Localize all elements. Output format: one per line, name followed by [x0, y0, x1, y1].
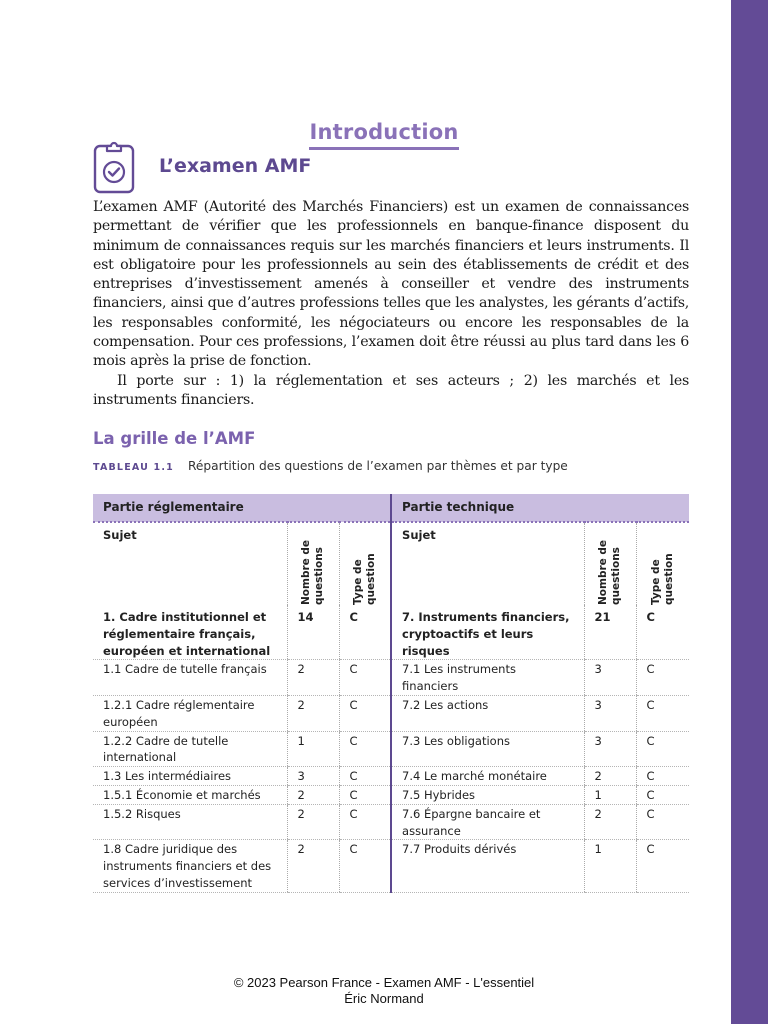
row-count-left: 1: [287, 731, 339, 767]
col-type-right: Type de question: [636, 522, 689, 605]
row-count-right: 1: [584, 785, 636, 804]
row-type-left: C: [339, 731, 391, 767]
section-title: L’examen AMF: [159, 155, 312, 177]
clipboard-check-icon: [93, 140, 135, 194]
row-count-right: 3: [584, 660, 636, 696]
row-type-left: C: [339, 804, 391, 840]
row-type-right: C: [636, 695, 689, 731]
row-subject-right: 7.7 Produits dérivés: [391, 840, 584, 892]
row-count-left: 14: [287, 605, 339, 660]
row-type-left: C: [339, 695, 391, 731]
footer: [0, 975, 768, 1007]
row-type-right: C: [636, 731, 689, 767]
row-subject-right: 7.4 Le marché monétaire: [391, 767, 584, 786]
row-count-right: 3: [584, 695, 636, 731]
footer-copyright: © 2023 Pearson France - Examen AMF - L'essentiel: [233, 975, 535, 990]
col-count-right: Nombre de questions: [584, 522, 636, 605]
row-type-left: C: [339, 605, 391, 660]
table-row: [93, 605, 689, 660]
intro-paragraph: Il porte sur : 1) la réglementation et ses acteurs ; 2) les marchés et les instruments financiers.: [93, 372, 689, 408]
row-subject-left: 1.1 Cadre de tutelle français: [93, 660, 287, 696]
table-row: [93, 785, 689, 804]
row-type-right: C: [636, 660, 689, 696]
row-subject-left: 1. Cadre institutionnel et réglementaire français, européen et international: [93, 605, 287, 660]
row-type-left: C: [339, 660, 391, 696]
left-part-header: Partie réglementaire: [93, 494, 391, 522]
row-count-left: 2: [287, 660, 339, 696]
row-type-left: C: [339, 785, 391, 804]
row-count-left: 2: [287, 804, 339, 840]
table-row: [93, 695, 689, 731]
row-type-left: C: [339, 767, 391, 786]
row-subject-right: 7.3 Les obligations: [391, 731, 584, 767]
questions-table: [93, 494, 689, 893]
row-subject-right: 7.2 Les actions: [391, 695, 584, 731]
row-subject-left: 1.3 Les intermédiaires: [93, 767, 287, 786]
row-count-right: 2: [584, 804, 636, 840]
row-subject-right: 7. Instruments financiers, cryptoactifs et leurs risques: [391, 605, 584, 660]
row-subject-left: 1.5.1 Économie et marchés: [93, 785, 287, 804]
row-type-right: C: [636, 804, 689, 840]
intro-text: [93, 198, 689, 410]
table-row: [93, 731, 689, 767]
row-count-right: 1: [584, 840, 636, 892]
row-count-left: 2: [287, 840, 339, 892]
col-subject-right: Sujet: [391, 522, 584, 605]
row-subject-left: 1.2.2 Cadre de tutelle international: [93, 731, 287, 767]
row-subject-left: 1.5.2 Risques: [93, 804, 287, 840]
row-count-right: 21: [584, 605, 636, 660]
row-type-right: C: [636, 605, 689, 660]
row-type-right: C: [636, 767, 689, 786]
row-type-right: C: [636, 840, 689, 892]
table-caption-text: Répartition des questions de l’examen par thèmes et par type: [188, 459, 568, 473]
row-count-left: 2: [287, 785, 339, 804]
row-count-left: 3: [287, 767, 339, 786]
row-type-right: C: [636, 785, 689, 804]
row-subject-left: 1.8 Cadre juridique des instruments financiers et des services d’investissement: [93, 840, 287, 892]
footer-author: Éric Normand: [344, 991, 424, 1006]
chapter-title: Introduction: [0, 109, 768, 150]
intro-paragraph: L’examen AMF (Autorité des Marchés Financiers) est un examen de connaissances permettant de vérifier que les professionnels en banque-finance disposent du minimum de connaissances requis sur les marchés financiers et leurs instruments. Il est obligatoire pour les professionnels au sein des établissements de crédit et des entreprises d’investissement amenés à conseiller et vendre des instruments financiers, ainsi que d’autres professions telles que les analystes, les gérants d’actifs, les responsables conformité, les négociateurs ou encore les responsables de la compensation. Pour ces professions, l’examen doit être réussi au plus tard dans les 6 mois après la prise de fonction.: [93, 199, 689, 370]
row-subject-right: 7.6 Épargne bancaire et assurance: [391, 804, 584, 840]
table-row: [93, 804, 689, 840]
col-type-left: Type de question: [339, 522, 391, 605]
table-row: [93, 767, 689, 786]
row-subject-left: 1.2.1 Cadre réglementaire européen: [93, 695, 287, 731]
col-count-left: Nombre de questions: [287, 522, 339, 605]
table-label: TABLEAU 1.1: [93, 462, 174, 473]
row-type-left: C: [339, 840, 391, 892]
right-part-header: Partie technique: [391, 494, 689, 522]
subsection-title: La grille de l’AMF: [93, 429, 256, 448]
row-subject-right: 7.5 Hybrides: [391, 785, 584, 804]
table-row: [93, 840, 689, 892]
row-count-right: 2: [584, 767, 636, 786]
table-caption: [93, 459, 568, 473]
row-count-right: 3: [584, 731, 636, 767]
row-count-left: 2: [287, 695, 339, 731]
row-subject-right: 7.1 Les instruments financiers: [391, 660, 584, 696]
col-subject-left: Sujet: [103, 528, 137, 542]
chapter-sidebar-band: [731, 0, 768, 1024]
table-row: [93, 660, 689, 696]
